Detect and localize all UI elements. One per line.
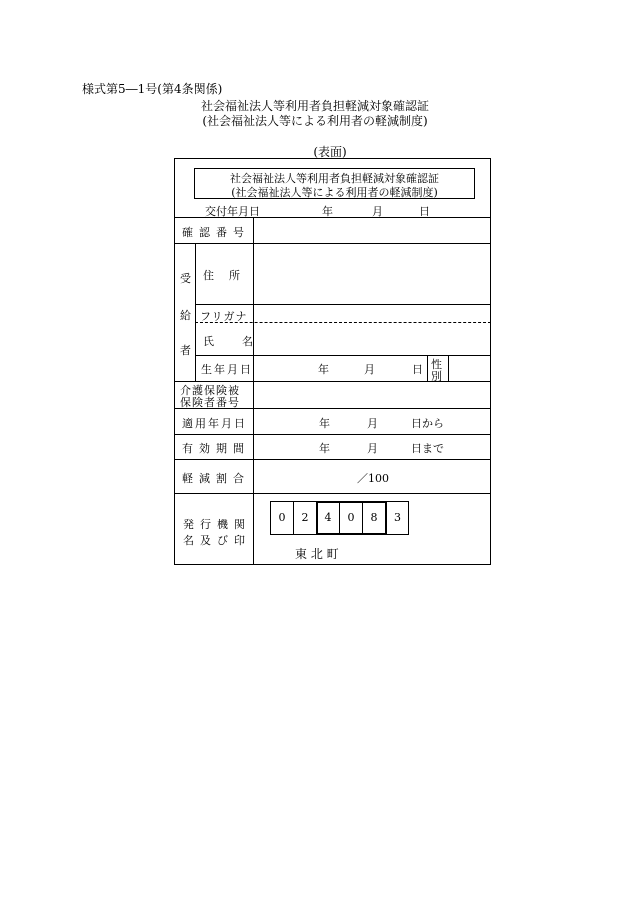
furigana-label: フリガナ — [200, 310, 248, 323]
sex-label-bottom: 別 — [431, 370, 442, 383]
issue-date-label: 交付年月日 — [205, 205, 260, 218]
highlight-frame — [316, 501, 387, 535]
name-label: 氏 名 — [203, 335, 255, 348]
page-title: 社会福祉法人等利用者負担軽減対象確認証 — [200, 99, 429, 113]
apply-year-label: 年 — [319, 417, 330, 430]
issuer-label-line1: 発行機関 — [183, 518, 251, 531]
valid-year-label: 年 — [319, 442, 330, 455]
birth-day-label: 日 — [412, 363, 423, 376]
insurer-digit-3: 4 — [317, 502, 340, 534]
birth-month-label: 月 — [364, 363, 375, 376]
confirmation-number-label: 確認番号 — [182, 226, 250, 239]
apply-from-label: 日から — [411, 417, 444, 430]
side-label: (表面) — [313, 145, 347, 159]
birthdate-label: 生年月日 — [201, 363, 253, 376]
reduction-rate-label: 軽減割合 — [182, 472, 250, 485]
issue-year-label: 年 — [322, 205, 333, 218]
insurer-number-box — [270, 501, 409, 535]
reduction-rate-value: ／100 — [357, 472, 389, 485]
recipient-char-3: 者 — [180, 344, 191, 357]
insurer-digit-6: 3 — [394, 511, 401, 524]
valid-until-label: 日まで — [411, 442, 444, 455]
insured-number-label-line1: 介護保険被 — [180, 384, 240, 397]
form-number: 様式第5―1号(第4条関係) — [82, 82, 223, 96]
card-header-subtitle: (社会福祉法人等による利用者の軽減制度) — [231, 186, 438, 199]
issuer-name: 東 北 町 — [295, 547, 339, 561]
confirmation-card — [174, 158, 491, 565]
insured-number-label-line2: 保険者番号 — [180, 396, 240, 409]
address-label: 住 所 — [203, 269, 242, 282]
page-subtitle: (社会福祉法人等による利用者の軽減制度) — [202, 114, 428, 128]
issuer-label-line2: 名及び印 — [183, 534, 251, 547]
insurer-digit-1: 0 — [271, 502, 294, 534]
recipient-char-1: 受 — [180, 272, 191, 285]
valid-month-label: 月 — [367, 442, 378, 455]
insurer-digit-5: 8 — [363, 502, 386, 534]
issue-month-label: 月 — [372, 205, 383, 218]
apply-month-label: 月 — [367, 417, 378, 430]
recipient-char-2: 給 — [180, 309, 191, 322]
sex-label-top: 性 — [431, 358, 442, 371]
apply-date-label: 適用年月日 — [182, 417, 247, 430]
insurer-digit-4: 0 — [340, 502, 363, 534]
issue-day-label: 日 — [419, 205, 430, 218]
card-header-title: 社会福祉法人等利用者負担軽減対象確認証 — [230, 172, 439, 185]
birth-year-label: 年 — [318, 363, 329, 376]
insurer-digit-2: 2 — [294, 502, 317, 534]
valid-period-label: 有効期間 — [182, 442, 250, 455]
